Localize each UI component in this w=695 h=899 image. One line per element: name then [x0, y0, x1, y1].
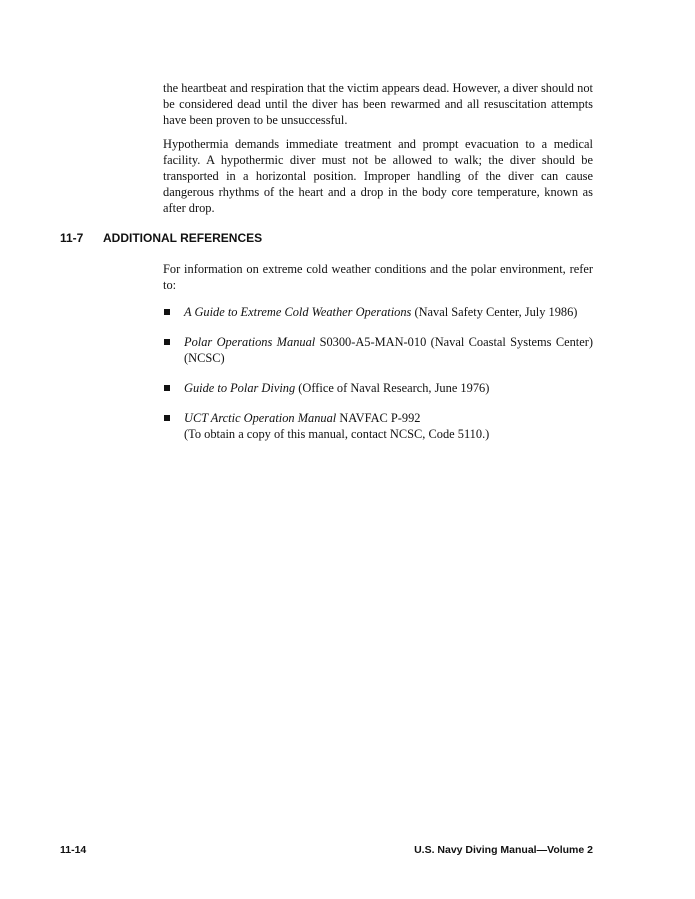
body-paragraph-continuation: the heartbeat and respiration that the victim appears dead. However, a diver should not be considered dead until the diver has been rewarmed and all resuscitation attempts have been proven to be unsuccessful.	[163, 81, 593, 127]
reference-title: Guide to Polar Diving	[184, 381, 296, 395]
section-heading	[60, 230, 262, 246]
reference-item	[163, 334, 593, 366]
reference-list	[163, 304, 593, 456]
footer-page-number: 11-14	[60, 844, 87, 856]
reference-title: A Guide to Extreme Cold Weather Operations	[184, 305, 412, 319]
bullet-square-icon	[164, 385, 170, 391]
reference-title: Polar Operations Manual	[184, 335, 316, 349]
reference-item	[163, 304, 593, 320]
reference-item	[163, 380, 593, 396]
reference-detail: S0300-A5-MAN-010 (Naval Coastal Systems Center) (NCSC)	[184, 335, 593, 365]
reference-item	[163, 410, 593, 442]
section-title: ADDITIONAL REFERENCES	[103, 231, 263, 245]
footer-manual-title: U.S. Navy Diving Manual—Volume 2	[414, 844, 593, 856]
section-number: 11-7	[60, 231, 84, 245]
section-intro: For information on extreme cold weather conditions and the polar environment, refer to:	[163, 262, 593, 292]
reference-detail: NAVFAC P-992	[336, 411, 421, 425]
reference-note: (To obtain a copy of this manual, contact NCSC, Code 5110.)	[184, 427, 490, 441]
body-paragraph-hypothermia: Hypothermia demands immediate treatment and prompt evacuation to a medical facility. A hypothermic diver must not be allowed to walk; the diver should be transported in a horizontal position. Improper handling of the diver can cause dangerous rhythms of the heart and a drop in the body core temperature, known as after drop.	[163, 137, 593, 215]
bullet-square-icon	[164, 339, 170, 345]
reference-title: UCT Arctic Operation Manual	[184, 411, 337, 425]
reference-detail: (Naval Safety Center, July 1986)	[411, 305, 578, 319]
reference-detail: (Office of Naval Research, June 1976)	[295, 381, 490, 395]
bullet-square-icon	[164, 309, 170, 315]
bullet-square-icon	[164, 415, 170, 421]
